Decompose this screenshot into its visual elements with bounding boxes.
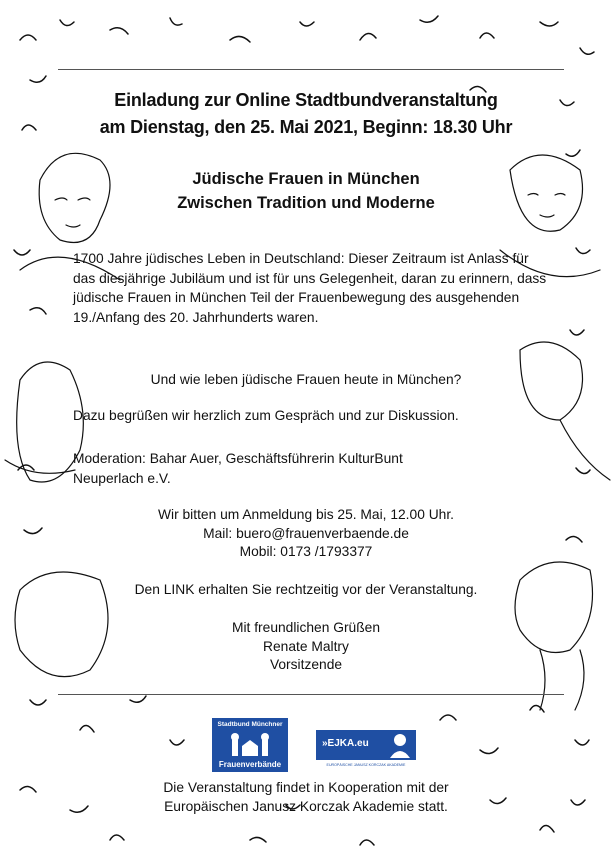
ejka-portrait-icon: [388, 732, 412, 758]
ejka-logo: [316, 730, 416, 772]
closing-role: Vorsitzende: [269, 657, 343, 672]
stadtbund-church-icon: [212, 730, 288, 760]
registration-phone: Mobil: 0173 /1793377: [239, 544, 373, 559]
registration-block: [0, 506, 612, 562]
registration-deadline: Wir bitten um Anmeldung bis 25. Mai, 12.00 Uhr.: [157, 507, 454, 522]
event-subtitle-line1: Jüdische Frauen in München: [192, 170, 420, 188]
closing-name: Renate Maltry: [263, 638, 349, 654]
stadtbund-logo: [212, 718, 288, 772]
closing-block: [0, 619, 612, 675]
welcome-line: Dazu begrüßen wir herzlich zum Gespräch und zur Diskussion.: [73, 408, 459, 423]
stadtbund-logo-top: Stadtbund Münchner: [217, 721, 283, 728]
footer-line2: Europäischen Janusz Korczak Akademie statt.: [164, 798, 448, 814]
event-title-line1: Einladung zur Online Stadtbundveranstaltung: [114, 90, 498, 110]
closing-greeting: Mit freundlichen Grüßen: [232, 620, 380, 635]
event-subtitle: [0, 167, 612, 215]
ejka-logo-text: »EJKA.eu: [322, 738, 369, 749]
intro-paragraph: 1700 Jahre jüdisches Leben in Deutschland: Dieser Zeitraum ist Anlass für das diesjährige Jubiläum und ist für uns Gelegenheit, daran zu erinnern, dass jüdische Frauen in München Teil der Frauenbewegung des ausgehenden 19./Anfang des 20. Jahrhunderts waren.: [73, 251, 547, 325]
stadtbund-logo-bottom: Frauenverbände: [218, 760, 282, 769]
footer-block: [0, 779, 612, 816]
moderation-paragraph: Moderation: Bahar Auer, Geschäftsführerin KulturBunt Neuperlach e.V.: [73, 451, 403, 486]
bottom-rule: [58, 694, 564, 695]
top-rule: [58, 69, 564, 70]
footer-line1: Die Veranstaltung findet in Kooperation mit der: [163, 780, 449, 795]
link-note: Den LINK erhalten Sie rechtzeitig vor der Veranstaltung.: [134, 582, 478, 597]
ejka-logo-box: [316, 730, 416, 760]
event-subtitle-line2: Zwischen Tradition und Moderne: [177, 194, 435, 212]
question-line: Und wie leben jüdische Frauen heute in München?: [150, 372, 462, 387]
event-title-line2: am Dienstag, den 25. Mai 2021, Beginn: 18.30 Uhr: [99, 117, 513, 137]
ejka-logo-small: EUROPÄISCHE JANUSZ KORCZAK AKADEMIE: [326, 763, 406, 767]
registration-mail[interactable]: Mail: buero@frauenverbaende.de: [203, 525, 409, 541]
event-title: [0, 87, 612, 141]
